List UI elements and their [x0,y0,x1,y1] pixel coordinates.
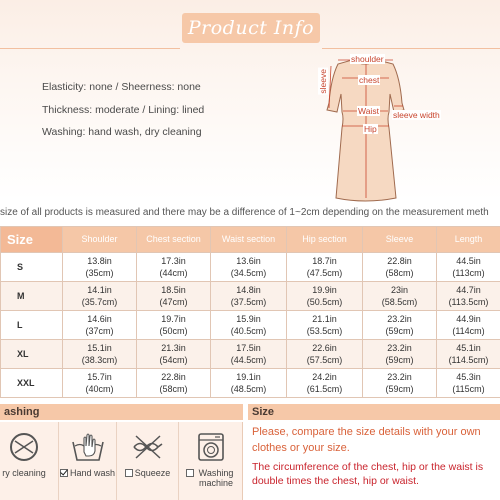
measurement-cell [437,340,500,369]
sleeve-column-header: Sleeve [363,227,437,253]
title-banner [182,13,320,43]
measurement-cell [63,282,137,311]
cm-value: (37.5cm) [230,297,267,307]
measurement-cell [437,282,500,311]
cm-value: (48.5cm) [230,384,267,394]
wash-item-label: Squeeze [134,468,171,478]
inch-value: 22.8in [161,372,186,382]
measurement-cell [137,282,211,311]
page-title: Product Info [187,17,315,39]
cm-value: (59cm) [385,326,414,336]
size-section-title: Size [248,404,500,420]
measurement-cell [63,369,137,398]
cm-value: (53.5cm) [306,326,343,336]
measurement-cell [63,340,137,369]
measurement-cell [287,253,363,282]
size-column-header: Size [1,227,63,253]
size-description: Please, compare the size details with your own clothes or your size. [252,426,481,454]
measurement-cell [211,311,287,340]
measurement-cell [437,369,500,398]
cm-value: (113cm) [452,268,485,278]
washing-info: Washing: hand wash, dry cleaning [42,126,202,138]
elasticity-info: Elasticity: none / Sheerness: none [42,81,201,93]
cm-value: (57.5cm) [306,355,343,365]
shoulder-label: shoulder [351,54,384,64]
inch-value: 21.1in [312,314,337,324]
cm-value: (61.5cm) [306,384,343,394]
cm-value: (35.7cm) [81,297,118,307]
hand-wash-checkbox[interactable] [60,469,68,477]
washing-panel [0,422,243,500]
cm-value: (40.5cm) [230,326,267,336]
cm-value: (114.5cm) [448,355,489,365]
washing-machine-icon [196,432,226,462]
inch-value: 22.8in [387,256,412,266]
cm-value: (58.5cm) [381,297,418,307]
cm-value: (54cm) [159,355,188,365]
inch-value: 23.2in [387,343,412,353]
inch-value: 14.6in [87,314,112,324]
measurement-cell [363,340,437,369]
measurement-cell [287,369,363,398]
waist-label: Waist [358,106,379,116]
inch-value: 17.5in [236,343,261,353]
cm-value: (47cm) [159,297,188,307]
squeeze-checkbox[interactable] [125,469,133,477]
measurement-cell [211,340,287,369]
hand-wash-icon [70,432,106,462]
inch-value: 24.2in [312,372,337,382]
hip-label: Hip [364,124,377,134]
size-label-cell: L [1,311,63,340]
cm-value: (40cm) [85,384,114,394]
size-label-cell: S [1,253,63,282]
chest-column-header: Chest section [137,227,211,253]
size-label-cell: M [1,282,63,311]
wash-item-dry-cleaning [0,422,58,500]
length-column-header: Length [437,227,500,253]
measurement-cell [363,369,437,398]
measurement-cell [287,340,363,369]
cm-value: (59cm) [385,384,414,394]
inch-value: 23.2in [387,314,412,324]
inch-value: 44.5in [456,256,481,266]
inch-value: 23in [390,285,408,295]
cm-value: (44.5cm) [230,355,267,365]
measurement-cell [363,311,437,340]
dry-cleaning-icon [7,432,41,462]
cm-value: (47.5cm) [306,268,343,278]
sleeve-width-label: sleeve width [393,110,440,120]
cm-value: (37cm) [85,326,114,336]
wash-item-washing-machine [178,422,243,500]
title-divider-left [0,48,180,49]
size-label-cell: XL [1,340,63,369]
cm-value: (50.5cm) [306,297,343,307]
measurement-cell [363,253,437,282]
inch-value: 45.3in [456,372,481,382]
wash-item-label: Washing machine [198,468,234,488]
inch-value: 13.6in [236,256,261,266]
inch-value: 21.3in [161,343,186,353]
wash-item-label: ry cleaning [2,468,46,478]
waist-column-header: Waist section [211,227,287,253]
measurement-cell [211,282,287,311]
table-row [1,253,500,282]
inch-value: 17.3in [161,256,186,266]
table-row [1,340,500,369]
inch-value: 18.7in [312,256,337,266]
size-label-cell: XXL [1,369,63,398]
size-table [0,226,500,398]
measurement-cell [137,369,211,398]
shoulder-column-header: Shoulder [63,227,137,253]
sleeve-label: sleeve [318,69,328,94]
wash-item-squeeze [116,422,178,500]
inch-value: 44.7in [456,285,481,295]
thickness-info: Thickness: moderate / Lining: lined [42,104,205,116]
inch-value: 19.1in [236,372,261,382]
wash-item-label: Hand wash [69,468,116,478]
chest-label: chest [359,75,380,85]
table-header-row [1,227,500,253]
inch-value: 15.9in [236,314,261,324]
measurement-cell [287,282,363,311]
inch-value: 44.9in [456,314,481,324]
measurement-cell [137,253,211,282]
cm-value: (58cm) [385,268,414,278]
inch-value: 45.1in [456,343,481,353]
no-wring-icon [130,432,166,462]
inch-value: 18.5in [161,285,186,295]
table-row [1,369,500,398]
measurement-cell [137,340,211,369]
cm-value: (44cm) [159,268,188,278]
cm-value: (34.5cm) [230,268,267,278]
measurement-cell [287,311,363,340]
washing-machine-checkbox[interactable] [186,469,194,477]
inch-value: 19.7in [161,314,186,324]
washing-section-title: ashing [0,404,243,420]
measurement-cell [63,253,137,282]
inch-value: 19.9in [312,285,337,295]
table-row [1,311,500,340]
wash-item-hand-wash [58,422,116,500]
cm-value: (35cm) [85,268,114,278]
inch-value: 14.1in [87,285,112,295]
measurement-cell [363,282,437,311]
measurement-cell [437,253,500,282]
size-circumference-note: The circumference of the chest, hip or the waist is double times the chest, hip or waist. [252,461,484,487]
size-panel [248,422,500,500]
cm-value: (50cm) [159,326,188,336]
hip-column-header: Hip section [287,227,363,253]
cm-value: (59cm) [385,355,414,365]
inch-value: 15.7in [87,372,112,382]
cm-value: (38.3cm) [81,355,118,365]
cm-value: (113.5cm) [448,297,489,307]
table-row [1,282,500,311]
measurement-cell [137,311,211,340]
inch-value: 23.2in [387,372,412,382]
inch-value: 13.8in [87,256,112,266]
inch-value: 22.6in [312,343,337,353]
cm-value: (115cm) [452,384,485,394]
measurement-cell [437,311,500,340]
measurement-note: size of all products is measured and there may be a difference of 1~2cm depending on the measurement meth [0,207,489,218]
cm-value: (58cm) [159,384,188,394]
measurement-cell [211,253,287,282]
inch-value: 15.1in [87,343,112,353]
measurement-cell [63,311,137,340]
inch-value: 14.8in [236,285,261,295]
cm-value: (114cm) [452,326,485,336]
measurement-cell [211,369,287,398]
